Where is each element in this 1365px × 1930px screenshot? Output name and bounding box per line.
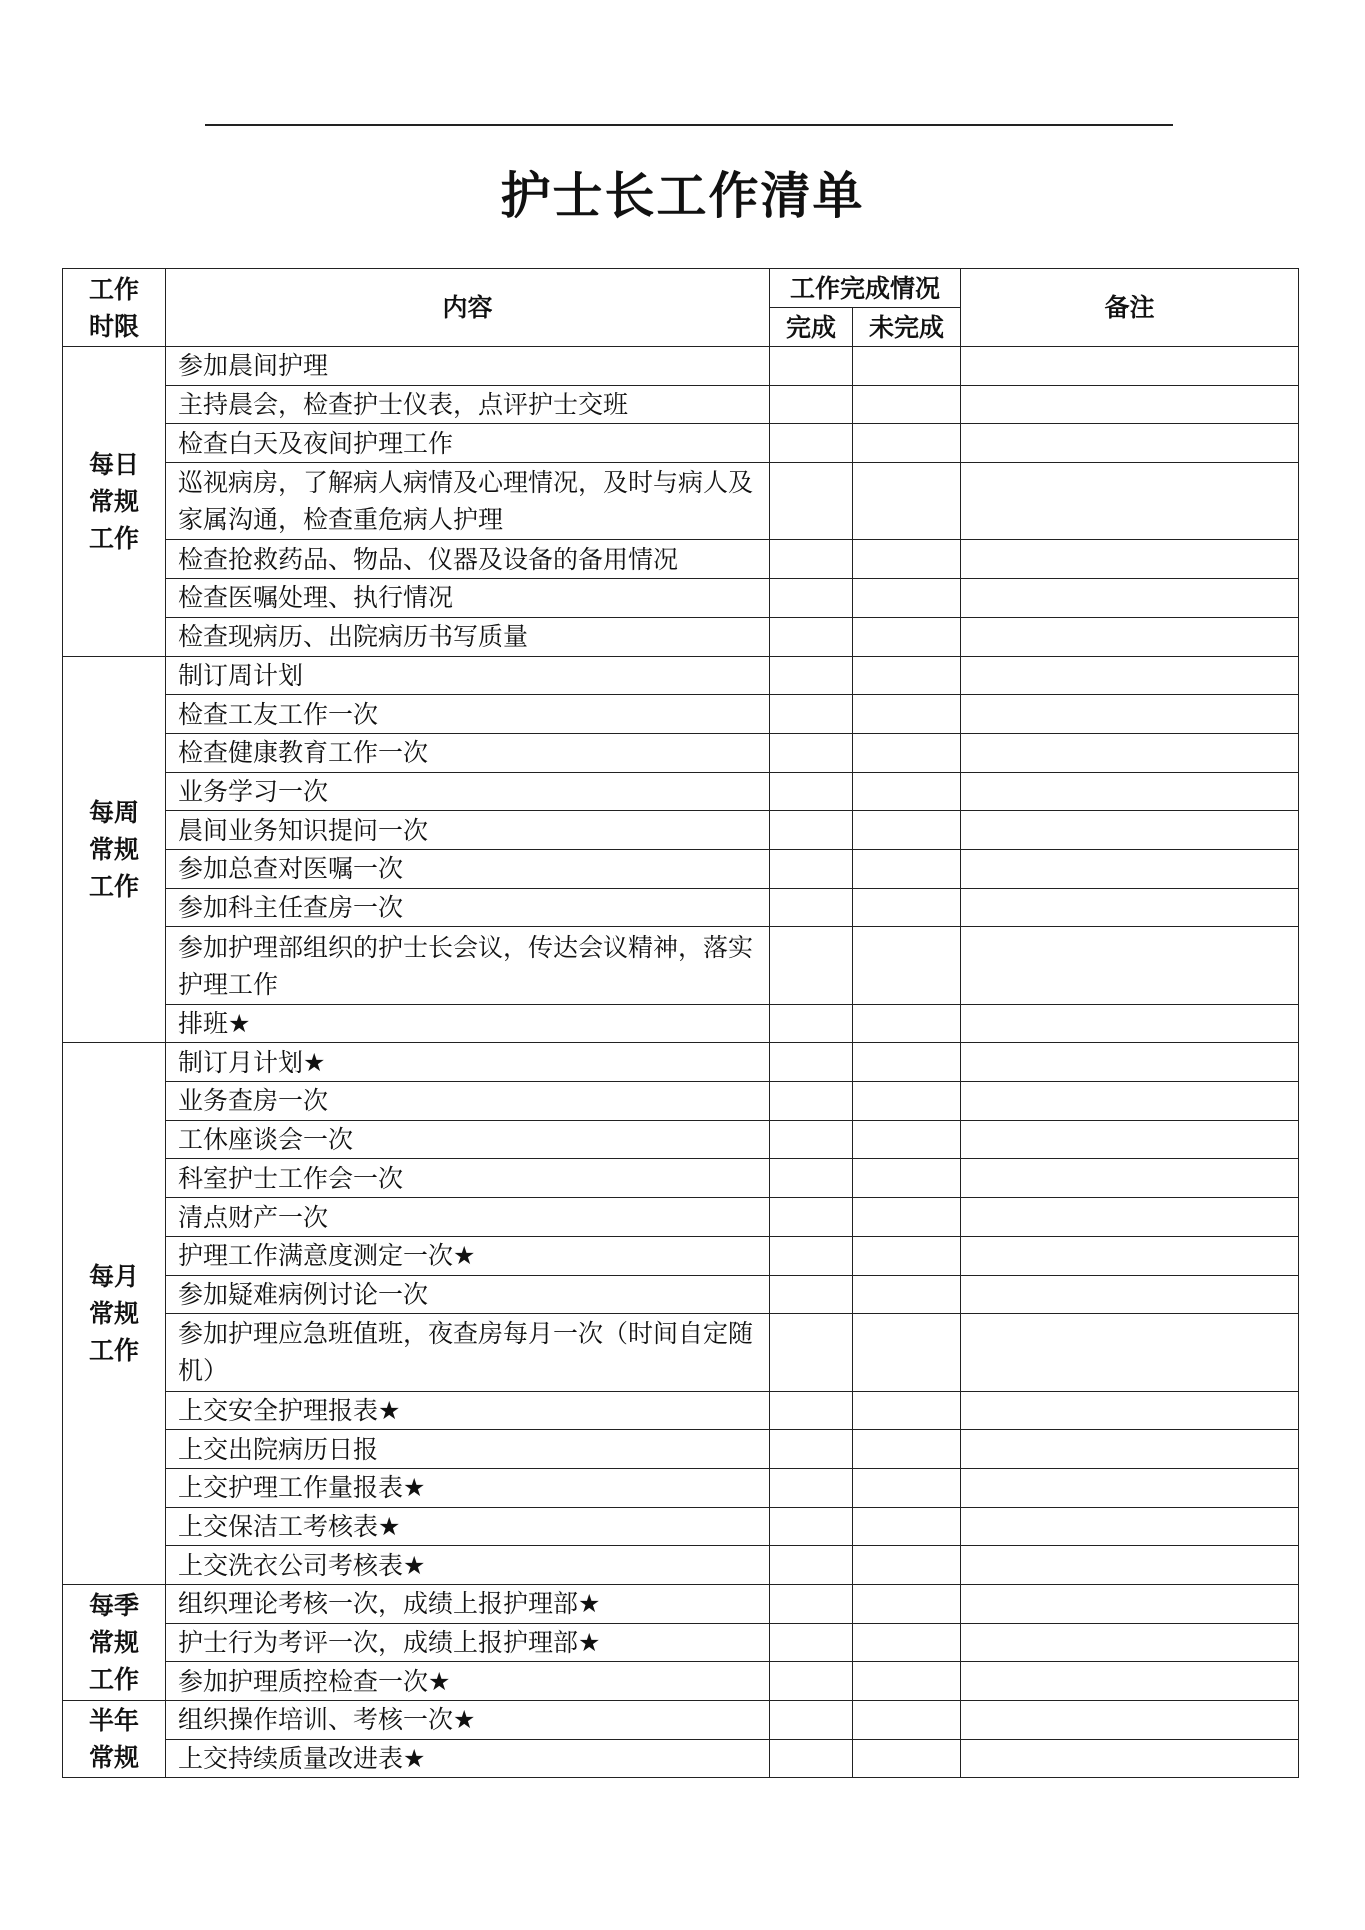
task-content-cell: 上交持续质量改进表★ [166,1739,770,1778]
remark-cell[interactable] [961,656,1299,695]
done-check-cell[interactable] [770,1739,853,1778]
table-row [63,385,1299,424]
done-check-cell[interactable] [770,540,853,579]
remark-cell[interactable] [961,1662,1299,1701]
header-content: 内容 [166,269,770,347]
table-row [63,1391,1299,1430]
not-done-check-cell[interactable] [853,424,961,463]
task-content-cell: 上交护理工作量报表★ [166,1468,770,1507]
not-done-check-cell[interactable] [853,733,961,772]
not-done-check-cell[interactable] [853,385,961,424]
not-done-check-cell[interactable] [853,811,961,850]
done-check-cell[interactable] [770,463,853,540]
remark-cell[interactable] [961,733,1299,772]
done-check-cell[interactable] [770,1546,853,1585]
done-check-cell[interactable] [770,1043,853,1082]
remark-cell[interactable] [961,1198,1299,1237]
task-content-cell: 业务查房一次 [166,1082,770,1121]
done-check-cell[interactable] [770,656,853,695]
done-check-cell[interactable] [770,927,853,1004]
done-check-cell[interactable] [770,811,853,850]
task-content-cell: 检查白天及夜间护理工作 [166,424,770,463]
remark-cell[interactable] [961,617,1299,656]
done-check-cell[interactable] [770,695,853,734]
remark-cell[interactable] [961,1391,1299,1430]
table-row [63,849,1299,888]
remark-cell[interactable] [961,1585,1299,1624]
done-check-cell[interactable] [770,424,853,463]
task-content-cell: 排班★ [166,1004,770,1043]
table-row [63,1159,1299,1198]
table-row [63,617,1299,656]
done-check-cell[interactable] [770,617,853,656]
task-content-cell: 清点财产一次 [166,1198,770,1237]
table-row [63,1623,1299,1662]
remark-cell[interactable] [961,1468,1299,1507]
table-row [63,1275,1299,1314]
table-row [63,1507,1299,1546]
table-row [63,1739,1299,1778]
not-done-check-cell[interactable] [853,656,961,695]
remark-cell[interactable] [961,1082,1299,1121]
not-done-check-cell[interactable] [853,1623,961,1662]
done-check-cell[interactable] [770,1468,853,1507]
task-content-cell: 护士行为考评一次，成绩上报护理部★ [166,1623,770,1662]
table-row [63,1430,1299,1469]
not-done-check-cell[interactable] [853,695,961,734]
done-check-cell[interactable] [770,1120,853,1159]
table-row [63,656,1299,695]
remark-cell[interactable] [961,772,1299,811]
not-done-check-cell[interactable] [853,347,961,386]
task-content-cell: 参加护理质控检查一次★ [166,1662,770,1701]
done-check-cell[interactable] [770,1082,853,1121]
table-row [63,1004,1299,1043]
table-row [63,1120,1299,1159]
remark-cell[interactable] [961,927,1299,1004]
remark-cell[interactable] [961,1275,1299,1314]
table-row [63,540,1299,579]
table-row [63,1701,1299,1740]
not-done-check-cell[interactable] [853,849,961,888]
task-content-cell: 检查工友工作一次 [166,695,770,734]
table-row [63,733,1299,772]
table-row [63,1468,1299,1507]
top-rule [205,124,1173,126]
done-check-cell[interactable] [770,1507,853,1546]
task-content-cell: 参加科主任查房一次 [166,888,770,927]
remark-cell[interactable] [961,1236,1299,1275]
not-done-check-cell[interactable] [853,1236,961,1275]
remark-cell[interactable] [961,1314,1299,1391]
remark-cell[interactable] [961,1120,1299,1159]
table-row [63,1314,1299,1391]
task-content-cell: 制订月计划★ [166,1043,770,1082]
period-cell: 半年 常规 [63,1701,166,1778]
not-done-check-cell[interactable] [853,1546,961,1585]
remark-cell[interactable] [961,1430,1299,1469]
done-check-cell[interactable] [770,1585,853,1624]
period-cell: 每月 常规 工作 [63,1043,166,1585]
done-check-cell[interactable] [770,579,853,618]
not-done-check-cell[interactable] [853,1082,961,1121]
table-row [63,579,1299,618]
done-check-cell[interactable] [770,385,853,424]
remark-cell[interactable] [961,811,1299,850]
task-content-cell: 工休座谈会一次 [166,1120,770,1159]
header-not-done: 未完成 [853,308,961,347]
done-check-cell[interactable] [770,347,853,386]
remark-cell[interactable] [961,1043,1299,1082]
remark-cell[interactable] [961,1004,1299,1043]
table-row [63,1662,1299,1701]
task-content-cell: 参加疑难病例讨论一次 [166,1275,770,1314]
table-row [63,347,1299,386]
done-check-cell[interactable] [770,1623,853,1662]
remark-cell[interactable] [961,888,1299,927]
task-content-cell: 业务学习一次 [166,772,770,811]
task-content-cell: 检查医嘱处理、执行情况 [166,579,770,618]
table-row [63,1082,1299,1121]
task-content-cell: 护理工作满意度测定一次★ [166,1236,770,1275]
not-done-check-cell[interactable] [853,1507,961,1546]
not-done-check-cell[interactable] [853,1585,961,1624]
header-done: 完成 [770,308,853,347]
not-done-check-cell[interactable] [853,1739,961,1778]
done-check-cell[interactable] [770,849,853,888]
not-done-check-cell[interactable] [853,1120,961,1159]
remark-cell[interactable] [961,695,1299,734]
not-done-check-cell[interactable] [853,1391,961,1430]
remark-cell[interactable] [961,540,1299,579]
period-cell: 每季 常规 工作 [63,1585,166,1701]
done-check-cell[interactable] [770,1662,853,1701]
not-done-check-cell[interactable] [853,927,961,1004]
done-check-cell[interactable] [770,1004,853,1043]
table-row [63,1546,1299,1585]
table-row [63,888,1299,927]
task-content-cell: 上交安全护理报表★ [166,1391,770,1430]
table-row [63,927,1299,1004]
task-content-cell: 参加护理应急班值班，夜查房每月一次（时间自定随机） [166,1314,770,1391]
task-content-cell: 上交出院病历日报 [166,1430,770,1469]
remark-cell[interactable] [961,1507,1299,1546]
done-check-cell[interactable] [770,1430,853,1469]
remark-cell[interactable] [961,385,1299,424]
table-row [63,463,1299,540]
task-content-cell: 参加晨间护理 [166,347,770,386]
remark-cell[interactable] [961,1546,1299,1585]
table-row [63,1043,1299,1082]
table-row [63,1236,1299,1275]
not-done-check-cell[interactable] [853,579,961,618]
done-check-cell[interactable] [770,888,853,927]
task-content-cell: 主持晨会，检查护士仪表，点评护士交班 [166,385,770,424]
not-done-check-cell[interactable] [853,1701,961,1740]
task-content-cell: 组织理论考核一次，成绩上报护理部★ [166,1585,770,1624]
done-check-cell[interactable] [770,1701,853,1740]
period-cell: 每日 常规 工作 [63,347,166,657]
remark-cell[interactable] [961,463,1299,540]
done-check-cell[interactable] [770,733,853,772]
done-check-cell[interactable] [770,1314,853,1391]
remark-cell[interactable] [961,424,1299,463]
task-content-cell: 上交洗衣公司考核表★ [166,1546,770,1585]
not-done-check-cell[interactable] [853,1314,961,1391]
header-remark: 备注 [961,269,1299,347]
table-row [63,424,1299,463]
table-row [63,695,1299,734]
not-done-check-cell[interactable] [853,1430,961,1469]
remark-cell[interactable] [961,1159,1299,1198]
header-status-group: 工作完成情况 [770,269,961,308]
remark-cell[interactable] [961,1739,1299,1778]
not-done-check-cell[interactable] [853,888,961,927]
not-done-check-cell[interactable] [853,1662,961,1701]
task-content-cell: 组织操作培训、考核一次★ [166,1701,770,1740]
not-done-check-cell[interactable] [853,1468,961,1507]
table-header [63,269,1299,347]
table-row [63,1585,1299,1624]
header-period: 工作 时限 [63,269,166,347]
table-row [63,811,1299,850]
task-content-cell: 参加总查对医嘱一次 [166,849,770,888]
remark-cell[interactable] [961,849,1299,888]
page-title: 护士长工作清单 [500,167,865,225]
done-check-cell[interactable] [770,772,853,811]
remark-cell[interactable] [961,1623,1299,1662]
done-check-cell[interactable] [770,1159,853,1198]
not-done-check-cell[interactable] [853,617,961,656]
table-row [63,1198,1299,1237]
task-content-cell: 上交保洁工考核表★ [166,1507,770,1546]
not-done-check-cell[interactable] [853,1043,961,1082]
done-check-cell[interactable] [770,1391,853,1430]
task-content-cell: 科室护士工作会一次 [166,1159,770,1198]
task-content-cell: 晨间业务知识提问一次 [166,811,770,850]
done-check-cell[interactable] [770,1236,853,1275]
checklist-table [62,268,1299,1778]
done-check-cell[interactable] [770,1275,853,1314]
task-content-cell: 检查现病历、出院病历书写质量 [166,617,770,656]
remark-cell[interactable] [961,347,1299,386]
task-content-cell: 检查健康教育工作一次 [166,733,770,772]
not-done-check-cell[interactable] [853,1275,961,1314]
task-content-cell: 制订周计划 [166,656,770,695]
not-done-check-cell[interactable] [853,1004,961,1043]
not-done-check-cell[interactable] [853,1198,961,1237]
table-row [63,772,1299,811]
table-body [63,347,1299,1778]
not-done-check-cell[interactable] [853,1159,961,1198]
task-content-cell: 巡视病房，了解病人病情及心理情况，及时与病人及家属沟通，检查重危病人护理 [166,463,770,540]
not-done-check-cell[interactable] [853,463,961,540]
remark-cell[interactable] [961,1701,1299,1740]
task-content-cell: 参加护理部组织的护士长会议，传达会议精神，落实护理工作 [166,927,770,1004]
remark-cell[interactable] [961,579,1299,618]
not-done-check-cell[interactable] [853,540,961,579]
not-done-check-cell[interactable] [853,772,961,811]
done-check-cell[interactable] [770,1198,853,1237]
task-content-cell: 检查抢救药品、物品、仪器及设备的备用情况 [166,540,770,579]
period-cell: 每周 常规 工作 [63,656,166,1043]
